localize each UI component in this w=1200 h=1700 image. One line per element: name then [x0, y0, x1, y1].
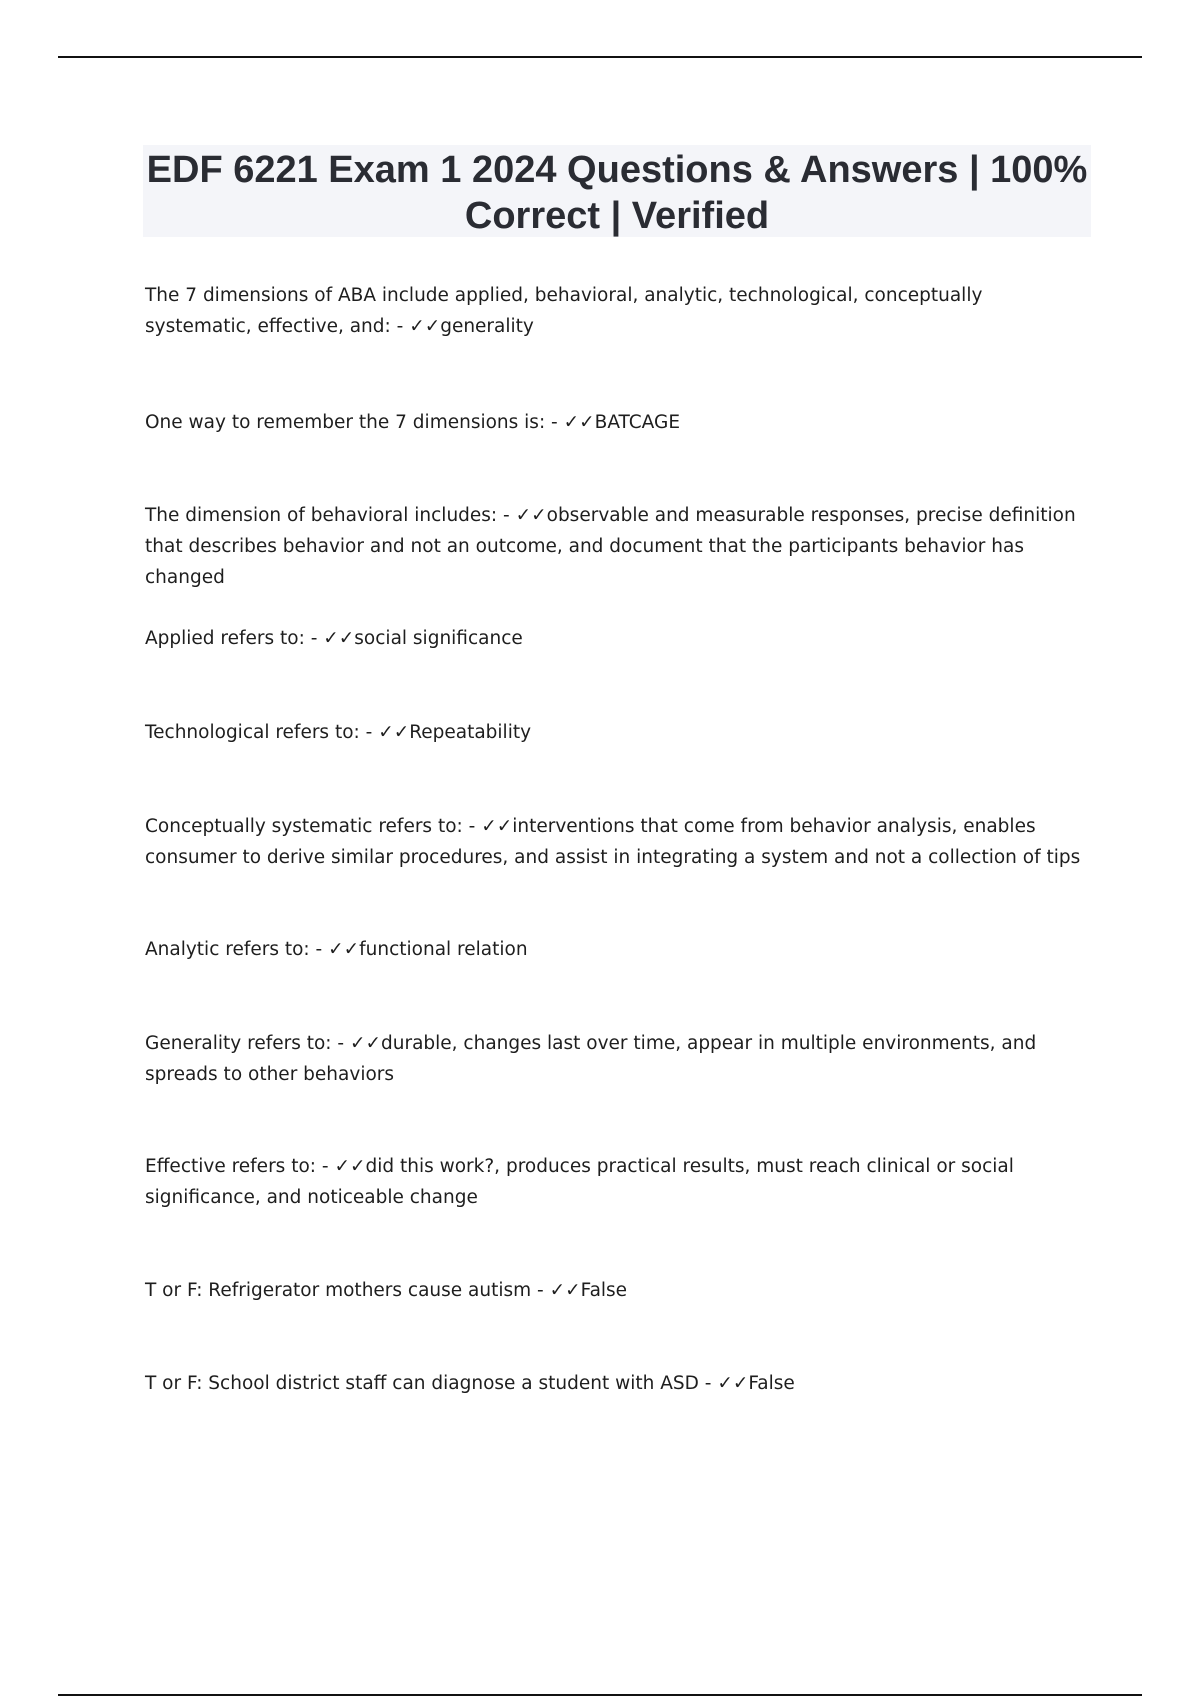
check-marks-icon: ✓✓ — [323, 628, 355, 649]
qa-item — [145, 934, 1085, 965]
separator: - — [531, 1280, 550, 1301]
check-marks-icon: ✓✓ — [349, 1033, 381, 1054]
qa-item — [145, 811, 1085, 873]
top-rule — [58, 56, 1142, 58]
separator: - — [331, 1033, 350, 1054]
question-text: The 7 dimensions of ABA include applied, behavioral, analytic, technological, conceptually systematic, effective, and: — [145, 285, 983, 337]
question-text: Effective refers to: — [145, 1156, 316, 1177]
qa-item — [145, 623, 1085, 654]
check-marks-icon: ✓✓ — [549, 1280, 581, 1301]
question-text: T or F: School district staff can diagnose a student with ASD — [145, 1373, 699, 1394]
question-text: The dimension of behavioral includes: — [145, 505, 498, 526]
check-marks-icon: ✓✓ — [515, 505, 547, 526]
separator: - — [698, 1373, 718, 1394]
check-marks-icon: ✓✓ — [334, 1156, 366, 1177]
qa-item — [145, 1028, 1085, 1090]
answer-text: interventions that come from behavior analysis, enables consumer to derive similar procedures, and assist in integrating a system and not a collection of tips — [145, 816, 1081, 868]
question-text: T or F: Refrigerator mothers cause autism — [145, 1280, 532, 1301]
answer-text: observable and measurable responses, precise definition that describes behavior and not an outcome, and document that the participants behavior has changed — [145, 505, 1076, 588]
answer-text: generality — [440, 316, 534, 337]
question-text: Applied refers to: — [145, 628, 305, 649]
qa-item — [145, 717, 1085, 748]
answer-text: Repeatability — [409, 722, 532, 743]
separator: - — [462, 816, 482, 837]
document-title — [143, 145, 1091, 237]
separator: - — [309, 939, 329, 960]
separator: - — [304, 628, 324, 649]
check-marks-icon: ✓✓ — [378, 722, 410, 743]
check-marks-icon: ✓✓ — [481, 816, 513, 837]
question-text: One way to remember the 7 dimensions is: — [145, 412, 546, 433]
separator: - — [545, 412, 564, 433]
answer-text: durable, changes last over time, appear in multiple environments, and spreads to other behaviors — [145, 1033, 1037, 1085]
answer-text: False — [580, 1280, 628, 1301]
check-marks-icon: ✓✓ — [563, 412, 595, 433]
check-marks-icon: ✓✓ — [328, 939, 360, 960]
qa-item — [145, 407, 1085, 438]
document-title-text: EDF 6221 Exam 1 2024 Questions & Answers | 100% Correct | Verified — [146, 149, 1088, 237]
question-text: Generality refers to: — [145, 1033, 332, 1054]
qa-item — [145, 1368, 1085, 1399]
answer-text: functional relation — [359, 939, 528, 960]
answer-text: social significance — [354, 628, 523, 649]
question-text: Technological refers to: — [145, 722, 360, 743]
separator: - — [390, 316, 410, 337]
check-marks-icon: ✓✓ — [409, 316, 441, 337]
separator: - — [497, 505, 516, 526]
qa-item — [145, 1151, 1085, 1213]
separator: - — [316, 1156, 335, 1177]
answer-text: False — [748, 1373, 795, 1394]
question-text: Conceptually systematic refers to: — [145, 816, 463, 837]
qa-item — [145, 280, 1085, 342]
question-text: Analytic refers to: — [145, 939, 310, 960]
answer-text: did this work?, produces practical results, must reach clinical or social significance, and noticeable change — [145, 1156, 1014, 1208]
qa-item — [145, 1275, 1085, 1306]
separator: - — [359, 722, 379, 743]
bottom-rule — [58, 1694, 1142, 1696]
answer-text: BATCAGE — [594, 412, 681, 433]
check-marks-icon: ✓✓ — [717, 1373, 749, 1394]
qa-item — [145, 500, 1085, 593]
